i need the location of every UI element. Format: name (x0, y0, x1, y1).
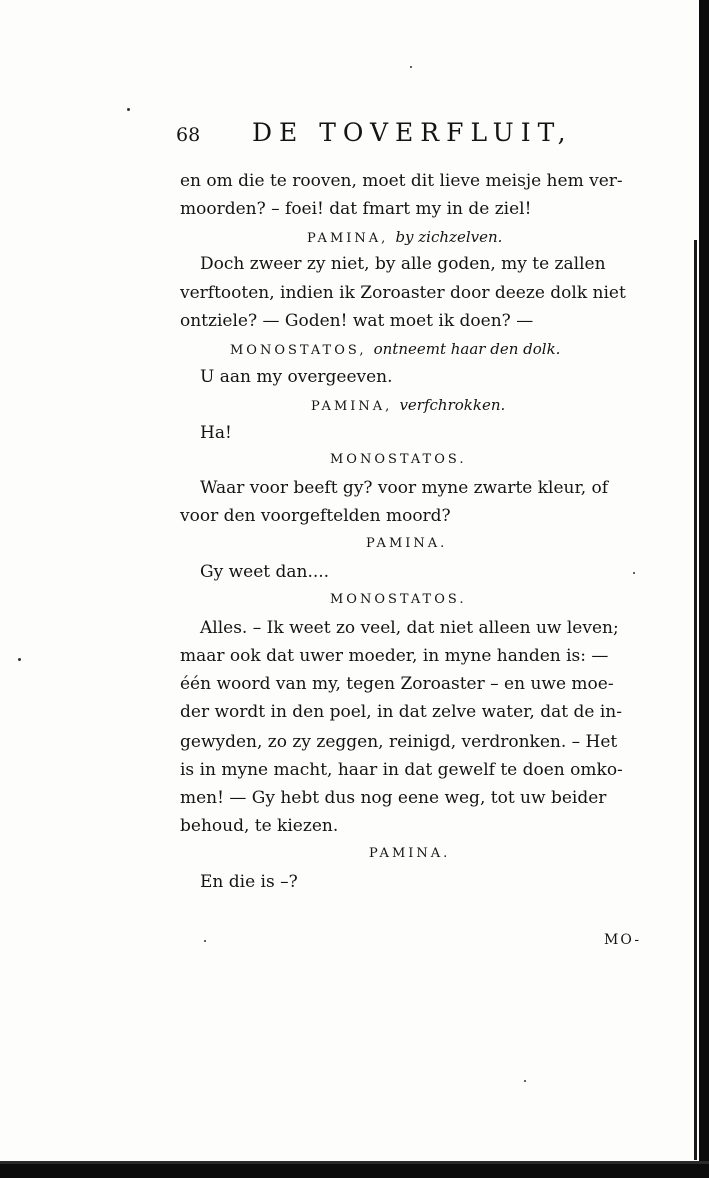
ink-speck (410, 66, 412, 68)
text-line: Alles. – Ik weet zo veel, dat niet alleen uw leven; (200, 618, 619, 638)
text-line: En die is –? (200, 872, 298, 892)
text-line: ontziele? — Goden! wat moet ik doen? — (180, 311, 534, 331)
ink-speck (204, 940, 206, 942)
speaker-heading (230, 340, 560, 358)
ink-speck (18, 658, 21, 661)
text-line: voor den voorgeftelden moord? (180, 506, 451, 526)
text-line: Ha! (200, 423, 232, 443)
speaker-name: MONOSTATOS. (330, 592, 467, 607)
speaker-name: PAMINA, (307, 231, 389, 246)
speaker-heading (330, 592, 466, 607)
speaker-name: PAMINA. (369, 846, 451, 861)
speaker-heading (366, 536, 447, 551)
speaker-name: PAMINA. (366, 536, 448, 551)
text-line: maar ook dat uwer moeder, in myne handen is: — (180, 646, 609, 666)
stage-direction: by zichzelven. (395, 228, 503, 246)
ink-speck (127, 108, 130, 111)
text-line: behoud, te kiezen. (180, 816, 339, 836)
text-line: Doch zweer zy niet, by alle goden, my te zallen (200, 254, 606, 274)
text-line: U aan my overgeeven. (200, 367, 393, 387)
text-line: is in myne macht, haar in dat gewelf te doen omko- (180, 760, 623, 780)
speaker-heading (369, 846, 450, 861)
text-line: men! — Gy hebt dus nog eene weg, tot uw beider (180, 788, 607, 808)
text-line: moorden? – foei! dat fmart my in de ziel! (180, 199, 532, 219)
text-line: gewyden, zo zy zeggen, reinigd, verdronken. – Het (180, 732, 618, 752)
running-title: DE TOVERFLUIT, (252, 118, 573, 147)
stage-direction: verfchrokken. (399, 396, 506, 414)
ink-speck (524, 1080, 526, 1082)
text-line: één woord van my, tegen Zoroaster – en uwe moe- (180, 674, 614, 694)
speaker-name: PAMINA, (311, 399, 393, 414)
text-line: Waar voor beeft gy? voor myne zwarte kleur, of (200, 478, 609, 498)
speaker-name: MONOSTATOS. (330, 452, 467, 467)
page-edge-bottom (0, 1164, 709, 1178)
text-line: verftooten, indien ik Zoroaster door deeze dolk niet (180, 283, 626, 303)
stage-direction: ontneemt haar den dolk. (373, 340, 561, 358)
page-edge-right (699, 0, 709, 1178)
speaker-name: MONOSTATOS, (230, 343, 367, 358)
text-line: en om die te rooven, moet dit lieve meisje hem ver- (180, 171, 623, 191)
page-edge-line (694, 240, 697, 1160)
speaker-heading (330, 452, 466, 467)
text-line: Gy weet dan.... (200, 562, 330, 582)
speaker-heading (307, 228, 502, 246)
page-number: 68 (176, 124, 201, 146)
speaker-heading (311, 396, 505, 414)
catchword: MO- (604, 932, 642, 948)
ink-speck (633, 572, 635, 574)
text-line: der wordt in den poel, in dat zelve water, dat de in- (180, 702, 622, 722)
page-edge-bottom-line (0, 1161, 709, 1164)
